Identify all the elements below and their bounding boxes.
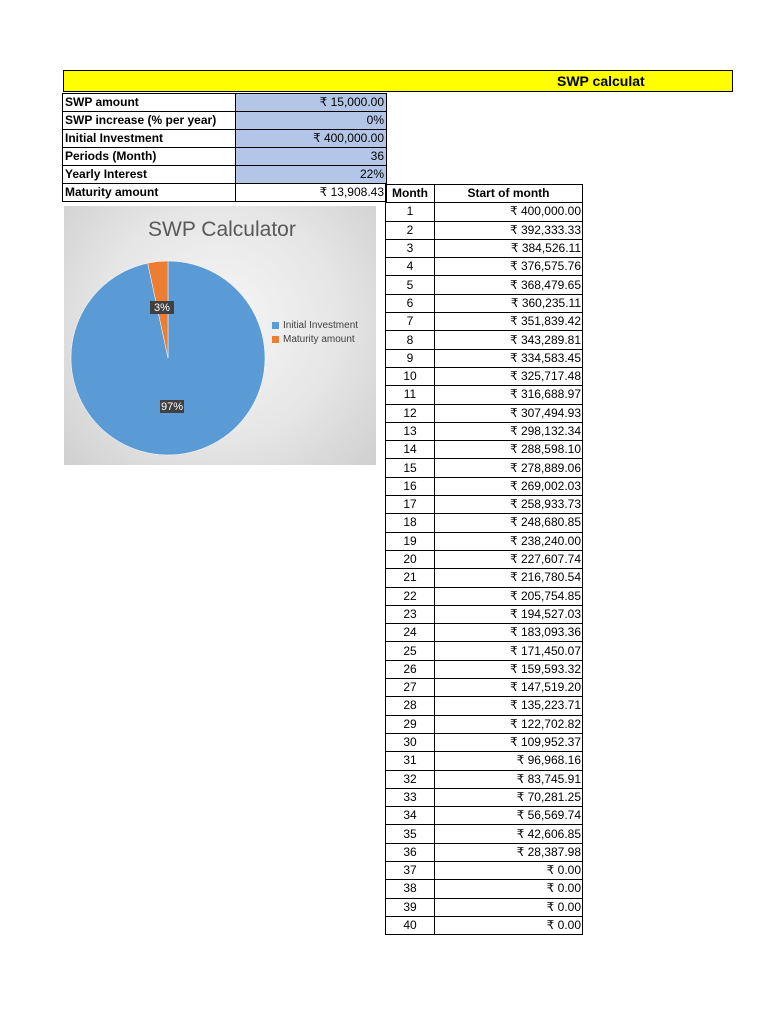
month-cell[interactable]: 1 (386, 203, 435, 221)
start-of-month-cell[interactable]: ₹ 135,223.71 (435, 697, 583, 715)
month-cell[interactable]: 7 (386, 313, 435, 331)
schedule-row (386, 532, 583, 550)
month-cell[interactable]: 40 (386, 916, 435, 934)
month-cell[interactable]: 16 (386, 477, 435, 495)
schedule-row (386, 715, 583, 733)
month-cell[interactable]: 19 (386, 532, 435, 550)
start-of-month-cell[interactable]: ₹ 384,526.11 (435, 239, 583, 257)
parameter-label[interactable]: Periods (Month) (63, 148, 236, 166)
start-of-month-cell[interactable]: ₹ 334,583.45 (435, 349, 583, 367)
parameter-label[interactable]: SWP amount (63, 94, 236, 112)
start-of-month-cell[interactable]: ₹ 0.00 (435, 916, 583, 934)
schedule-row (386, 550, 583, 568)
parameter-row (63, 166, 387, 184)
schedule-row (386, 861, 583, 879)
month-cell[interactable]: 28 (386, 697, 435, 715)
schedule-row (386, 605, 583, 623)
start-of-month-cell[interactable]: ₹ 351,839.42 (435, 313, 583, 331)
schedule-row (386, 239, 583, 257)
legend-label: Initial Investment (283, 320, 359, 331)
schedule-row (386, 349, 583, 367)
schedule-row (386, 916, 583, 934)
schedule-row (386, 477, 583, 495)
month-cell[interactable]: 24 (386, 624, 435, 642)
start-of-month-cell[interactable]: ₹ 205,754.85 (435, 587, 583, 605)
parameter-row (63, 184, 387, 202)
parameters-table (62, 93, 387, 202)
data-label-maturity-amount (150, 301, 174, 314)
parameter-value[interactable]: ₹ 13,908.43 (236, 184, 387, 202)
data-label-text: 3% (154, 302, 170, 314)
month-cell[interactable]: 12 (386, 404, 435, 422)
month-cell[interactable]: 9 (386, 349, 435, 367)
month-cell[interactable]: 13 (386, 422, 435, 440)
data-label-initial-investment (160, 400, 184, 413)
pie-chart[interactable] (64, 206, 376, 465)
start-of-month-cell[interactable]: ₹ 343,289.81 (435, 331, 583, 349)
start-of-month-cell[interactable]: ₹ 400,000.00 (435, 203, 583, 221)
schedule-header-row (386, 185, 583, 203)
schedule-row (386, 733, 583, 751)
start-of-month-cell[interactable]: ₹ 258,933.73 (435, 496, 583, 514)
schedule-row (386, 313, 583, 331)
month-cell[interactable]: 25 (386, 642, 435, 660)
start-of-month-cell[interactable]: ₹ 42,606.85 (435, 825, 583, 843)
schedule-row (386, 514, 583, 532)
start-of-month-cell[interactable]: ₹ 269,002.03 (435, 477, 583, 495)
month-column-header[interactable]: Month (386, 185, 435, 203)
parameter-value[interactable]: ₹ 400,000.00 (236, 130, 387, 148)
month-cell[interactable]: 15 (386, 459, 435, 477)
start-of-month-cell[interactable]: ₹ 238,240.00 (435, 532, 583, 550)
start-of-month-cell[interactable]: ₹ 122,702.82 (435, 715, 583, 733)
month-cell[interactable]: 4 (386, 258, 435, 276)
start-of-month-cell[interactable]: ₹ 307,494.93 (435, 404, 583, 422)
start-of-month-cell[interactable]: ₹ 248,680.85 (435, 514, 583, 532)
schedule-table (385, 184, 583, 935)
schedule-row (386, 203, 583, 221)
parameter-row (63, 112, 387, 130)
month-cell[interactable]: 35 (386, 825, 435, 843)
start-of-month-cell[interactable]: ₹ 171,450.07 (435, 642, 583, 660)
legend-item-initial-investment (272, 320, 358, 331)
parameter-label[interactable]: Maturity amount (63, 184, 236, 202)
month-cell[interactable]: 2 (386, 221, 435, 239)
title-bar[interactable] (63, 70, 733, 92)
schedule-row (386, 367, 583, 385)
month-cell[interactable]: 39 (386, 898, 435, 916)
chart-title: SWP Calculator (148, 218, 296, 241)
schedule-row (386, 788, 583, 806)
start-of-month-cell[interactable]: ₹ 194,527.03 (435, 605, 583, 623)
start-of-month-cell[interactable]: ₹ 278,889.06 (435, 459, 583, 477)
schedule-row (386, 404, 583, 422)
schedule-row (386, 843, 583, 861)
parameter-label[interactable]: Initial Investment (63, 130, 236, 148)
month-cell[interactable]: 31 (386, 752, 435, 770)
start-of-month-cell[interactable]: ₹ 216,780.54 (435, 569, 583, 587)
parameter-value[interactable]: ₹ 15,000.00 (236, 94, 387, 112)
parameter-value[interactable]: 0% (236, 112, 387, 130)
month-cell[interactable]: 21 (386, 569, 435, 587)
month-cell[interactable]: 26 (386, 660, 435, 678)
month-cell[interactable]: 8 (386, 331, 435, 349)
schedule-row (386, 807, 583, 825)
schedule-row (386, 221, 583, 239)
data-label-text: 97% (160, 401, 184, 413)
schedule-row (386, 660, 583, 678)
parameter-label[interactable]: SWP increase (% per year) (63, 112, 236, 130)
schedule-row (386, 569, 583, 587)
month-cell[interactable]: 6 (386, 294, 435, 312)
start-of-month-cell[interactable]: ₹ 0.00 (435, 861, 583, 879)
start-of-month-cell[interactable]: ₹ 376,575.76 (435, 258, 583, 276)
schedule-row (386, 331, 583, 349)
month-cell[interactable]: 34 (386, 807, 435, 825)
start-of-month-cell[interactable]: ₹ 183,093.36 (435, 624, 583, 642)
schedule-row (386, 386, 583, 404)
month-cell[interactable]: 22 (386, 587, 435, 605)
schedule-row (386, 258, 583, 276)
legend-label: Maturity amount (283, 334, 355, 345)
schedule-row (386, 880, 583, 898)
parameter-row (63, 148, 387, 166)
month-cell[interactable]: 17 (386, 496, 435, 514)
month-cell[interactable]: 3 (386, 239, 435, 257)
schedule-row (386, 898, 583, 916)
start-of-month-cell[interactable]: ₹ 28,387.98 (435, 843, 583, 861)
month-cell[interactable]: 29 (386, 715, 435, 733)
schedule-row (386, 642, 583, 660)
month-cell[interactable]: 5 (386, 276, 435, 294)
month-cell[interactable]: 27 (386, 679, 435, 697)
start-of-month-cell[interactable]: ₹ 316,688.97 (435, 386, 583, 404)
sheet-title: SWP calculat (557, 73, 645, 89)
start-of-month-cell[interactable]: ₹ 56,569.74 (435, 807, 583, 825)
schedule-row (386, 679, 583, 697)
legend-item-maturity-amount (272, 334, 358, 345)
start-of-month-cell[interactable]: ₹ 70,281.25 (435, 788, 583, 806)
parameter-value[interactable]: 22% (236, 166, 387, 184)
schedule-row (386, 496, 583, 514)
legend-swatch-initial-investment (272, 322, 279, 329)
month-cell[interactable]: 18 (386, 514, 435, 532)
schedule-row (386, 276, 583, 294)
start-of-month-cell[interactable]: ₹ 298,132.34 (435, 422, 583, 440)
start-of-month-cell[interactable]: ₹ 288,598.10 (435, 441, 583, 459)
start-of-month-cell[interactable]: ₹ 227,607.74 (435, 550, 583, 568)
start-of-month-cell[interactable]: ₹ 368,479.65 (435, 276, 583, 294)
schedule-row (386, 825, 583, 843)
month-cell[interactable]: 10 (386, 367, 435, 385)
schedule-row (386, 697, 583, 715)
start-of-month-cell[interactable]: ₹ 325,717.48 (435, 367, 583, 385)
start-of-month-cell[interactable]: ₹ 83,745.91 (435, 770, 583, 788)
start-of-month-cell[interactable]: ₹ 360,235.11 (435, 294, 583, 312)
month-cell[interactable]: 33 (386, 788, 435, 806)
start-of-month-cell[interactable]: ₹ 109,952.37 (435, 733, 583, 751)
start-of-month-cell[interactable]: ₹ 0.00 (435, 898, 583, 916)
schedule-row (386, 770, 583, 788)
start-of-month-cell[interactable]: ₹ 0.00 (435, 880, 583, 898)
schedule-row (386, 752, 583, 770)
month-cell[interactable]: 30 (386, 733, 435, 751)
start-of-month-column-header[interactable]: Start of month (435, 185, 583, 203)
start-of-month-cell[interactable]: ₹ 392,333.33 (435, 221, 583, 239)
parameter-row (63, 94, 387, 112)
start-of-month-cell[interactable]: ₹ 159,593.32 (435, 660, 583, 678)
month-cell[interactable]: 36 (386, 843, 435, 861)
month-cell[interactable]: 20 (386, 550, 435, 568)
parameter-label[interactable]: Yearly Interest (63, 166, 236, 184)
schedule-row (386, 459, 583, 477)
schedule-row (386, 587, 583, 605)
month-cell[interactable]: 23 (386, 605, 435, 623)
start-of-month-cell[interactable]: ₹ 147,519.20 (435, 679, 583, 697)
schedule-row (386, 624, 583, 642)
month-cell[interactable]: 37 (386, 861, 435, 879)
parameter-value[interactable]: 36 (236, 148, 387, 166)
start-of-month-cell[interactable]: ₹ 96,968.16 (435, 752, 583, 770)
legend-swatch-maturity-amount (272, 336, 279, 343)
parameter-row (63, 130, 387, 148)
month-cell[interactable]: 11 (386, 386, 435, 404)
schedule-row (386, 422, 583, 440)
month-cell[interactable]: 32 (386, 770, 435, 788)
schedule-row (386, 441, 583, 459)
month-cell[interactable]: 14 (386, 441, 435, 459)
chart-legend (272, 320, 358, 348)
month-cell[interactable]: 38 (386, 880, 435, 898)
schedule-row (386, 294, 583, 312)
